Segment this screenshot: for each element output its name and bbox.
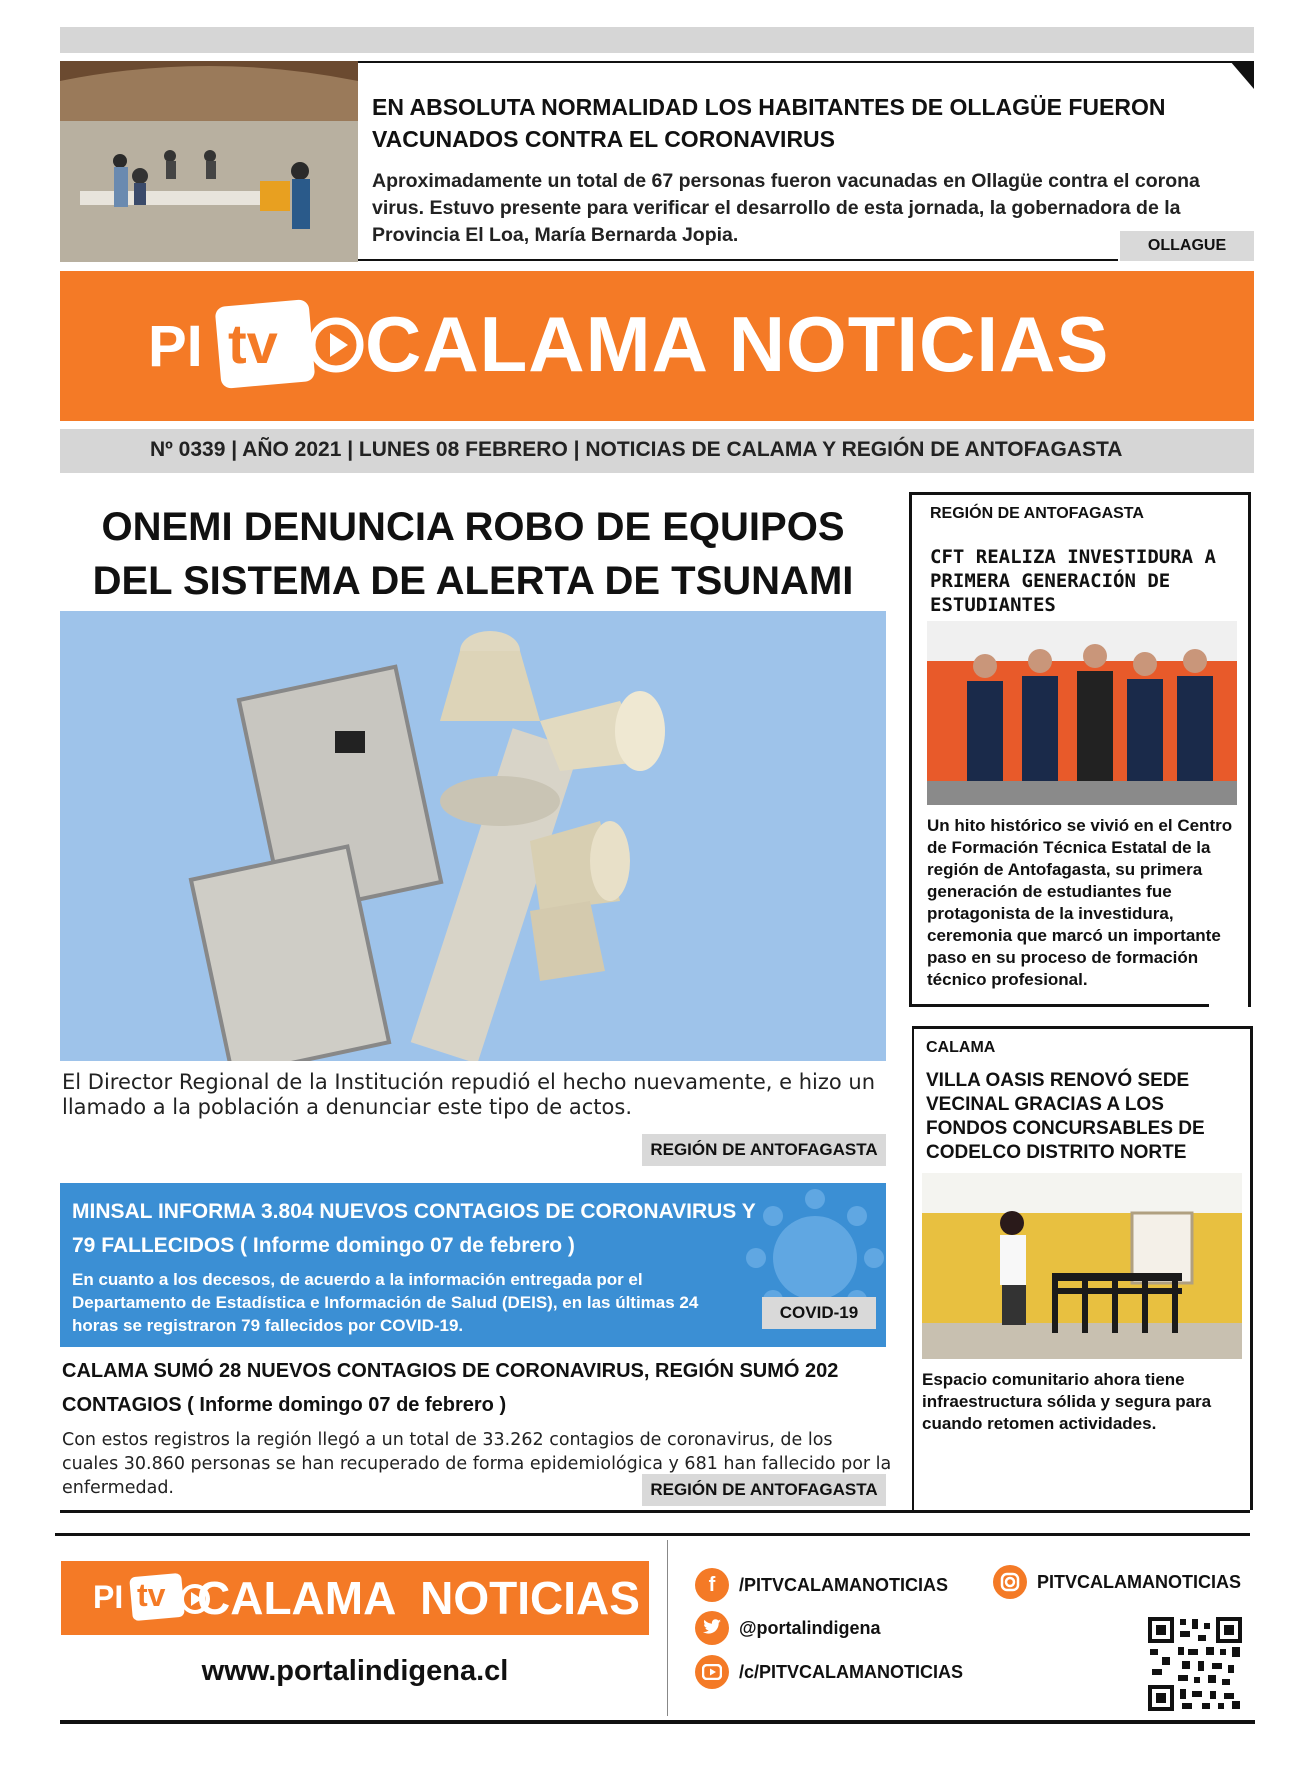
vaccination-photo xyxy=(60,61,358,262)
footer-title: CALAMA NOTICIAS xyxy=(197,1572,640,1624)
main-headline-line2: DEL SISTEMA DE ALERTA DE TSUNAMI xyxy=(92,559,854,603)
play-icon xyxy=(308,317,364,373)
instagram-handle: PITVCALAMANOTICIAS xyxy=(1037,1571,1241,1592)
siren-photo xyxy=(60,611,886,1061)
issue-line: Nº 0339 | AÑO 2021 | LUNES 08 FEBRERO | NOTICIAS DE CALAMA Y REGIÓN DE ANTOFAGASTA xyxy=(150,438,1123,461)
top-story-rule xyxy=(358,61,1238,63)
rule-above-footer-2 xyxy=(55,1533,1250,1536)
sede-vecinal-photo xyxy=(922,1173,1242,1359)
sidebar-card-cft xyxy=(909,492,1251,1007)
top-story-headline: EN ABSOLUTA NORMALIDAD LOS HABITANTES DE OLLAGÜE FUERON VACUNADOS CONTRA EL CORONAVIRUS xyxy=(372,94,1166,152)
tag-region-calama: REGIÓN DE ANTOFAGASTA xyxy=(642,1474,886,1506)
youtube-link[interactable] xyxy=(695,1655,963,1689)
covid-box xyxy=(60,1183,886,1347)
main-lead: El Director Regional de la Institución repudió el hecho nuevamente, e hizo un llamado a la población a denunciar este tipo de actos. xyxy=(62,1070,876,1119)
issue-bar xyxy=(60,429,1254,473)
facebook-handle: /PITVCALAMANOTICIAS xyxy=(739,1574,948,1595)
sidebar-2-section: CALAMA xyxy=(926,1039,996,1056)
twitter-link[interactable] xyxy=(695,1611,881,1645)
cft-photo xyxy=(927,621,1237,805)
qr-code[interactable] xyxy=(1148,1617,1242,1711)
rule-above-footer-1 xyxy=(60,1510,1250,1513)
sidebar-1-bottom-rule xyxy=(909,1004,1209,1007)
footer-logo-pi: PI xyxy=(93,1579,124,1615)
footer-logo-tv: tv xyxy=(137,1577,166,1613)
sidebar-1-headline: CFT REALIZA INVESTIDURA A PRIMERA GENERACIÓN DE ESTUDIANTES xyxy=(930,546,1216,616)
masthead-title: CALAMA NOTICIAS xyxy=(365,300,1110,388)
calama-headline: CALAMA SUMÓ 28 NUEVOS CONTAGIOS DE CORONAVIRUS, REGIÓN SUMÓ 202 CONTAGIOS ( Informe domingo 07 de febrero ) xyxy=(62,1360,839,1416)
sidebar-2-body: Espacio comunitario ahora tiene infraestructura sólida y segura para cuando retomen actividades. xyxy=(922,1370,1212,1433)
instagram-icon xyxy=(993,1565,1027,1599)
footer-divider xyxy=(667,1540,668,1716)
covid-body: En cuanto a los decesos, de acuerdo a la información entregada por el Departamento de Estadística e Información de Salud (DEIS), en las últimas 24 horas se registraron 79 fallecidos por COVID-19. xyxy=(72,1270,699,1335)
footer-website-link[interactable]: www.portalindigena.cl xyxy=(201,1655,509,1687)
instagram-link[interactable] xyxy=(993,1565,1241,1599)
masthead-logo xyxy=(148,303,388,393)
top-story xyxy=(358,61,1254,262)
youtube-icon xyxy=(695,1655,729,1689)
tag-ollague: OLLAGUE xyxy=(1120,231,1254,261)
main-headline-line1: ONEMI DENUNCIA ROBO DE EQUIPOS xyxy=(101,505,845,549)
logo-tv: tv xyxy=(228,312,278,375)
logo-pi: PI xyxy=(148,314,203,379)
sidebar-2-headline: VILLA OASIS RENOVÓ SEDE VECINAL GRACIAS A LOS FONDOS CONCURSABLES DE CODELCO DISTRITO NORTE xyxy=(926,1070,1205,1163)
sidebar-1-section: REGIÓN DE ANTOFAGASTA xyxy=(930,505,1144,522)
calama-body: Con estos registros la región llegó a un total de 33.262 contagios de coronavirus, de los cuales 30.860 personas se han recuperado de forma epidemiológica y 681 han fallecido por la enfermedad. xyxy=(62,1430,892,1498)
top-bar xyxy=(60,27,1254,53)
footer-logo-bar xyxy=(61,1561,649,1635)
rule-bottom xyxy=(60,1720,1255,1724)
sidebar-1-body: Un hito histórico se vivió en el Centro de Formación Técnica Estatal de la región de Antofagasta, su primera generación de estudiantes fue protagonista de la investidura, ceremonia que marcó un importante paso en su proceso de formación técnico profesional. xyxy=(927,816,1233,989)
facebook-icon: f xyxy=(695,1568,729,1602)
youtube-handle: /c/PITVCALAMANOTICIAS xyxy=(739,1661,964,1682)
top-story-bottom-rule xyxy=(358,259,1118,261)
tag-region-main: REGIÓN DE ANTOFAGASTA xyxy=(642,1134,886,1166)
facebook-link[interactable] xyxy=(695,1568,948,1602)
tag-covid: COVID-19 xyxy=(762,1297,876,1329)
twitter-icon xyxy=(695,1611,729,1645)
covid-headline: MINSAL INFORMA 3.804 NUEVOS CONTAGIOS DE CORONAVIRUS Y 79 FALLECIDOS ( Informe domingo 07 de febrero ) xyxy=(72,1200,756,1257)
sidebar-card-villa-oasis xyxy=(912,1026,1253,1510)
twitter-handle: @portalindigena xyxy=(739,1617,881,1638)
masthead xyxy=(60,271,1254,421)
top-story-body: Aproximadamente un total de 67 personas fueron vacunadas en Ollagüe contra el corona virus. Estuvo presente para verificar el desarrollo de esta jornada, la gobernadora de la Provincia El Loa, María Bernarda Jopia. xyxy=(372,170,1200,246)
corner-mark-icon xyxy=(1230,61,1254,89)
